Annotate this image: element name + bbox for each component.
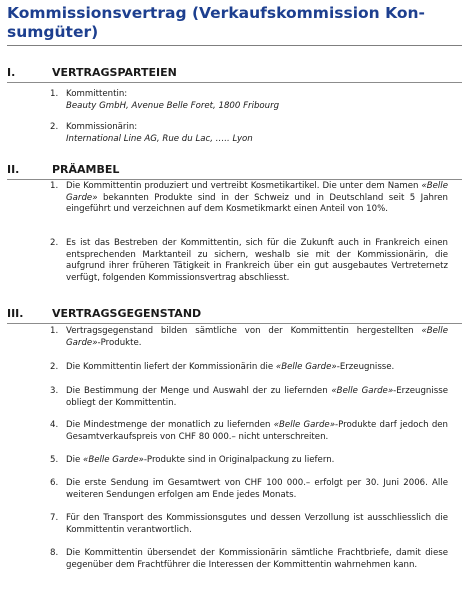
brand-name: «Belle Garde»: [275, 362, 337, 372]
item-text: Für den Transport des Kommissionsgutes und dessen Verzollung ist ausschliesslich die Kommittentin verantwortlich.: [66, 513, 448, 535]
item-number: 2.: [50, 122, 59, 132]
item-number: 1.: [50, 181, 59, 191]
section-number: I.: [7, 66, 16, 79]
item-number: 1.: [50, 89, 59, 99]
party-label: Kommissionärin:: [66, 122, 138, 132]
item-text: Die Kommittentin produziert und vertreibt Kosmetikartikel. Die unter dem Namen «Belle Garde» bekannten Produkte sind in der Schweiz und in Deutschland seit 5 Jahren eingeführt und verzeichnen auf dem Kosmetikmarkt einen Anteil von 10%.: [66, 181, 449, 214]
section-number: III.: [7, 307, 24, 320]
section-title: VERTRAGSGEGENSTAND: [52, 307, 202, 320]
item-number: 2.: [50, 362, 59, 372]
item-number: 5.: [50, 455, 59, 465]
item-text: Die erste Sendung im Gesamtwert von CHF 100 000.– erfolgt per 30. Juni 2006. Alle weiteren Sendungen erfolgen am Ende jedes Monats.: [66, 478, 448, 500]
title-divider: [7, 45, 462, 46]
item-text: Die Bestimmung der Menge und Auswahl der zu liefernden «Belle Garde»-Erzeugnisse obliegt der Kommittentin.: [66, 386, 448, 408]
item-number: 7.: [50, 513, 59, 523]
item-number: 4.: [50, 420, 59, 430]
item-text: Die «Belle Garde»-Produkte sind in Originalpackung zu liefern.: [66, 455, 335, 465]
item-number: 1.: [50, 326, 59, 336]
section-number: II.: [7, 163, 20, 176]
brand-name: «Belle Garde»: [331, 386, 394, 396]
party-value: Beauty GmbH, Avenue Belle Foret, 1800 Fribourg: [66, 100, 280, 111]
item-number: 8.: [50, 548, 59, 558]
document-title: [7, 4, 462, 42]
party-value: International Line AG, Rue du Lac, ….. Lyon: [66, 133, 253, 144]
document-title-line-2: sumgüter): [7, 23, 99, 41]
brand-name: «Belle Garde»: [273, 420, 335, 430]
item-number: 3.: [50, 386, 59, 396]
item-text: Die Kommittentin übersendet der Kommissionärin sämtliche Frachtbriefe, damit diese gegenüber dem Frachtführer die Interessen der Kommittentin wahrnehmen kann.: [66, 548, 448, 570]
brand-name: «Belle Garde»: [83, 455, 144, 465]
item-number: 6.: [50, 478, 59, 488]
item-number: 2.: [50, 238, 59, 248]
section-divider: [7, 82, 462, 83]
section-title: VERTRAGSPARTEIEN: [52, 66, 177, 79]
section-divider: [7, 179, 462, 180]
section-divider: [7, 323, 462, 324]
document-title-line-1: Kommissionsvertrag (Verkaufskommission Kon-: [7, 4, 425, 22]
brand-name: «Belle Garde»: [66, 326, 448, 348]
item-text: Die Kommittentin liefert der Kommissionärin die «Belle Garde»-Erzeugnisse.: [66, 362, 395, 372]
item-text: Die Mindestmenge der monatlich zu liefernden «Belle Garde»-Produkte darf jedoch den Gesamtverkaufspreis von CHF 80 000.– nicht unterschreiten.: [66, 420, 449, 442]
section-title: PRÄAMBEL: [52, 163, 120, 176]
party-label: Kommittentin:: [66, 89, 128, 99]
brand-name: «Belle Garde»: [66, 181, 448, 203]
item-text: Es ist das Bestreben der Kommittentin, sich für die Zukunft auch in Frankreich einen entsprechenden Marktanteil zu sichern, weshalb sie mit der Kommissionärin, die aufgrund ihrer früheren Tätigkeit in Frankreich über ein gut ausgebautes Vertreternetz verfügt, folgenden Kommissionsvertrag abschliesst.: [66, 238, 448, 283]
item-text: Vertragsgegenstand bilden sämtliche von der Kommittentin hergestellten «Belle Garde»-Produkte.: [66, 326, 448, 348]
